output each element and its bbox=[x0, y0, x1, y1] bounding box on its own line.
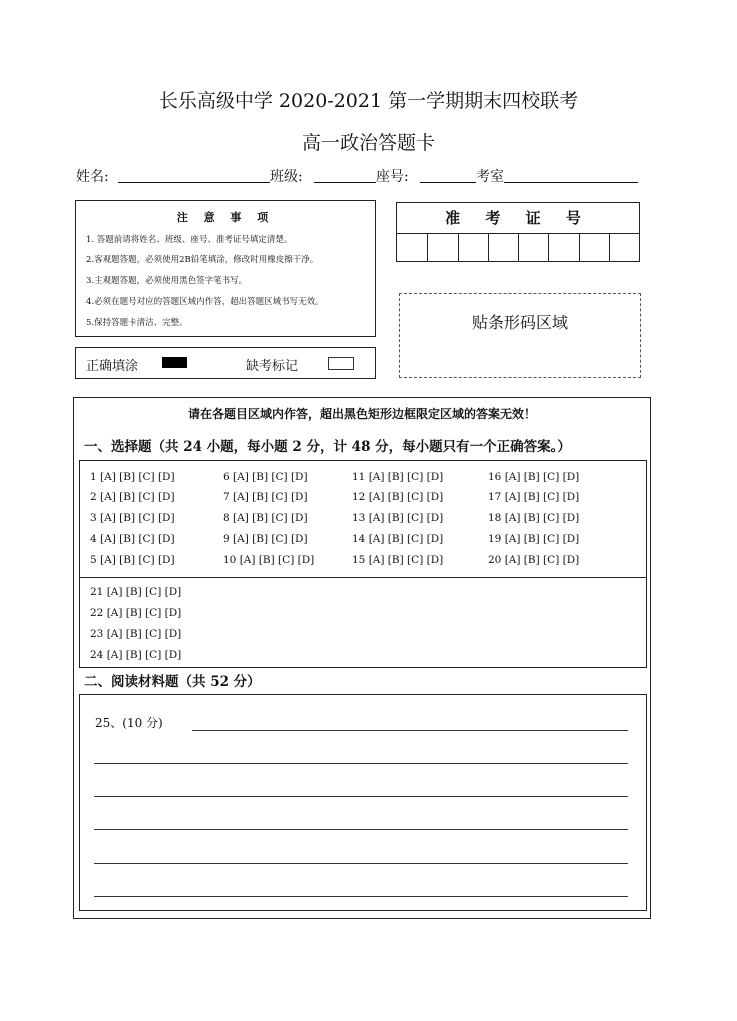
divider bbox=[80, 577, 646, 578]
answer-warning: 请在各题目区域内作答，超出黑色矩形边框限定区域的答案无效！ bbox=[187, 407, 536, 421]
admission-digit-cell[interactable] bbox=[488, 234, 518, 261]
admission-digit-cell[interactable] bbox=[518, 234, 548, 261]
choice-question-22[interactable]: 22 [A] [B] [C] [D] bbox=[90, 607, 182, 619]
exam-title: 长乐高级中学 2020-2021 第一学期期末四校联考 bbox=[158, 90, 579, 112]
admission-digit-cell[interactable] bbox=[458, 234, 488, 261]
correct-fill-label: 正确填涂 bbox=[86, 359, 139, 374]
notice-item: 5.保持答题卡清洁、完整。 bbox=[86, 318, 188, 328]
admission-number-title: 准 考 证 号 bbox=[397, 203, 639, 234]
choice-question-16[interactable]: 16 [A] [B] [C] [D] bbox=[488, 471, 580, 483]
choice-question-13[interactable]: 13 [A] [B] [C] [D] bbox=[352, 512, 444, 524]
choice-question-20[interactable]: 20 [A] [B] [C] [D] bbox=[488, 554, 580, 566]
notice-item: 1. 答题前请将姓名、班级、座号、准考证号填定清楚。 bbox=[86, 235, 293, 245]
choice-question-10[interactable]: 10 [A] [B] [C] [D] bbox=[223, 554, 315, 566]
barcode-label: 贴条形码区域 bbox=[471, 313, 568, 332]
answer-area bbox=[73, 397, 651, 919]
class-field[interactable] bbox=[314, 182, 376, 183]
reading-answer-box bbox=[79, 694, 647, 911]
notice-title: 注 意 事 项 bbox=[176, 211, 275, 224]
choice-question-7[interactable]: 7 [A] [B] [C] [D] bbox=[223, 491, 308, 503]
name-label: 姓名: bbox=[76, 169, 109, 185]
absent-mark-label: 缺考标记 bbox=[246, 359, 299, 374]
admission-number-box bbox=[396, 202, 640, 262]
choice-question-14[interactable]: 14 [A] [B] [C] [D] bbox=[352, 533, 444, 545]
seat-field[interactable] bbox=[420, 182, 476, 183]
answer-line[interactable] bbox=[94, 896, 628, 897]
admission-digit-cell[interactable] bbox=[609, 234, 639, 261]
choice-question-9[interactable]: 9 [A] [B] [C] [D] bbox=[223, 533, 308, 545]
choice-question-11[interactable]: 11 [A] [B] [C] [D] bbox=[352, 471, 444, 483]
class-label: 班级: bbox=[270, 169, 303, 185]
admission-digit-cell[interactable] bbox=[548, 234, 578, 261]
choice-question-1[interactable]: 1 [A] [B] [C] [D] bbox=[90, 471, 175, 483]
student-info-row bbox=[76, 164, 638, 186]
answer-line[interactable] bbox=[192, 730, 628, 731]
answer-line[interactable] bbox=[94, 863, 628, 864]
choice-question-5[interactable]: 5 [A] [B] [C] [D] bbox=[90, 554, 175, 566]
choice-question-21[interactable]: 21 [A] [B] [C] [D] bbox=[90, 586, 182, 598]
question-25-label: 25、(10 分) bbox=[95, 716, 163, 730]
choice-question-3[interactable]: 3 [A] [B] [C] [D] bbox=[90, 512, 175, 524]
notice-item: 3.主观题答题，必须使用黑色签字笔书写。 bbox=[86, 276, 248, 286]
choice-question-8[interactable]: 8 [A] [B] [C] [D] bbox=[223, 512, 308, 524]
choice-question-12[interactable]: 12 [A] [B] [C] [D] bbox=[352, 491, 444, 503]
fill-legend bbox=[75, 347, 376, 379]
choice-question-24[interactable]: 24 [A] [B] [C] [D] bbox=[90, 649, 182, 661]
choice-question-4[interactable]: 4 [A] [B] [C] [D] bbox=[90, 533, 175, 545]
notice-box bbox=[75, 200, 376, 337]
seat-label: 座号: bbox=[376, 169, 409, 185]
barcode-area bbox=[399, 293, 641, 378]
choice-question-19[interactable]: 19 [A] [B] [C] [D] bbox=[488, 533, 580, 545]
section1-title: 一、选择题（共 24 小题，每小题 2 分，计 48 分，每小题只有一个正确答案。） bbox=[84, 439, 571, 455]
section2-title: 二、阅读材料题（共 52 分） bbox=[84, 674, 261, 690]
name-field[interactable] bbox=[118, 182, 270, 183]
absent-mark-checkbox[interactable] bbox=[328, 357, 354, 370]
choice-question-18[interactable]: 18 [A] [B] [C] [D] bbox=[488, 512, 580, 524]
choice-question-2[interactable]: 2 [A] [B] [C] [D] bbox=[90, 491, 175, 503]
choice-question-23[interactable]: 23 [A] [B] [C] [D] bbox=[90, 628, 182, 640]
correct-fill-sample bbox=[162, 357, 187, 368]
room-field[interactable] bbox=[504, 182, 638, 183]
choice-question-6[interactable]: 6 [A] [B] [C] [D] bbox=[223, 471, 308, 483]
room-label: 考室 bbox=[476, 169, 504, 185]
choice-question-15[interactable]: 15 [A] [B] [C] [D] bbox=[352, 554, 444, 566]
answer-line[interactable] bbox=[94, 829, 628, 830]
notice-item: 2.客观题答题，必须使用2B铅笔填涂，修改时用橡皮擦干净。 bbox=[86, 255, 319, 265]
multiple-choice-box bbox=[79, 460, 647, 668]
admission-digit-cell[interactable] bbox=[397, 234, 427, 261]
answer-line[interactable] bbox=[94, 763, 628, 764]
answer-line[interactable] bbox=[94, 796, 628, 797]
admission-digit-cell[interactable] bbox=[579, 234, 609, 261]
admission-digit-cell[interactable] bbox=[427, 234, 457, 261]
notice-item: 4.必须在题号对应的答题区域内作答，超出答题区域书写无效。 bbox=[86, 297, 324, 307]
exam-subtitle: 高一政治答题卡 bbox=[301, 132, 435, 154]
choice-question-17[interactable]: 17 [A] [B] [C] [D] bbox=[488, 491, 580, 503]
